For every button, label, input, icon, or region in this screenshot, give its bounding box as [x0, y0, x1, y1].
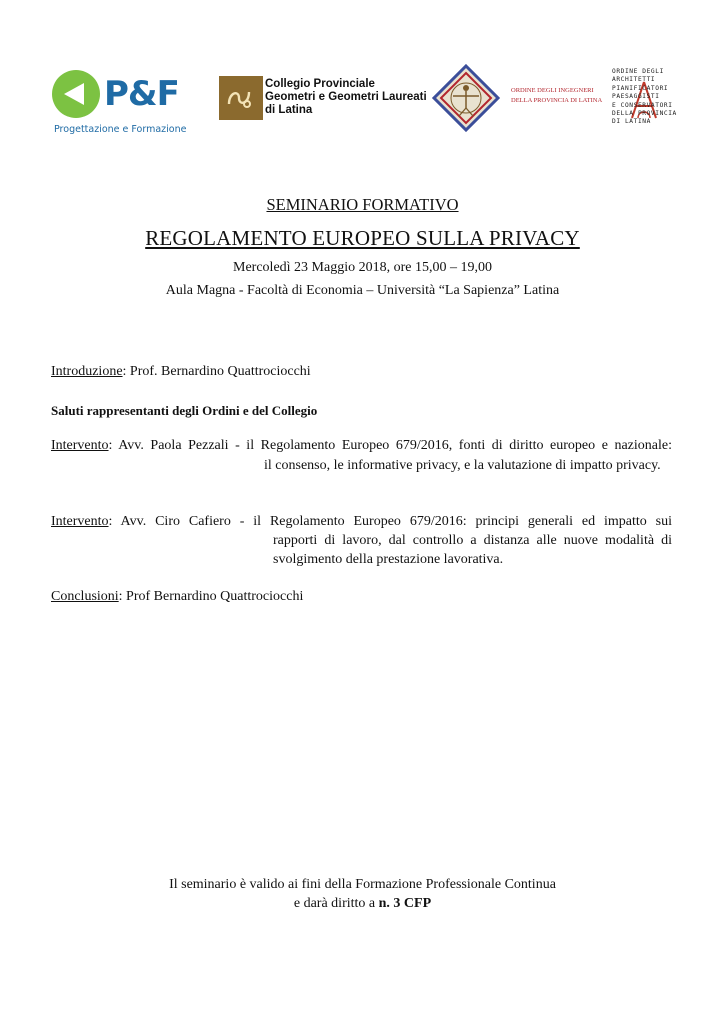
play-triangle-icon — [64, 83, 84, 105]
architetti-line-1: ORDINE DEGLI — [612, 68, 664, 75]
collegio-geometri-logo — [219, 76, 427, 122]
collegio-name — [265, 78, 427, 117]
intervento-2-first-line: : Avv. Ciro Cafiero - il Regolamento Europeo 679/2016: principi generali ed impatto sui — [108, 514, 672, 529]
ordine-architetti-logo — [612, 68, 682, 132]
footer-line-2-text: e darà diritto a — [293, 896, 379, 911]
seminar-date: Mercoledì 23 Maggio 2018, ore 15,00 – 19,00 — [233, 260, 492, 275]
seminar-title: REGOLAMENTO EUROPEO SULLA PRIVACY — [145, 226, 580, 250]
intervento-1-continuation: il consenso, le informative privacy, e la valutazione di impatto privacy. — [264, 458, 661, 473]
architetti-line-2: ARCHITETTI — [612, 76, 656, 84]
collegio-line-2: Geometri e Geometri Laureati — [265, 91, 427, 103]
intervento-2-label: Intervento — [51, 514, 109, 529]
pf-logo-tagline: Progettazione e Formazione — [54, 124, 187, 135]
ingegneri-line-2: DELLA PROVINCIA DI LATINA — [511, 97, 603, 104]
intervento-1-first-line: : Avv. Paola Pezzali - il Regolamento Europeo 679/2016, fonti di diritto europeo e nazionale: — [108, 438, 672, 453]
conclusioni-label: Conclusioni — [51, 589, 119, 604]
cfp-credits: n. 3 CFP — [378, 896, 432, 911]
ordine-ingegneri-logo — [432, 64, 602, 134]
conclusioni-text: : Prof Bernardino Quattrociocchi — [118, 589, 304, 604]
intervento-1-label: Intervento — [51, 438, 109, 453]
architetti-line-3: PIANIFICATORI — [612, 84, 669, 92]
program-conclusioni — [51, 587, 672, 606]
ingegneri-name — [511, 86, 602, 106]
saluti-text: Saluti rappresentanti degli Ordini e del Collegio — [51, 403, 318, 418]
architetti-line-5: E CONSERVATORI — [612, 101, 673, 109]
architetti-line-6: DELLA PROVINCIA — [612, 110, 677, 118]
program-intervento-1 — [51, 436, 672, 455]
program-saluti — [51, 401, 672, 420]
intervento-2-continuation: rapporti di lavoro, dal controllo a distanza alle nuove modalità di svolgimento della prestazione lavorativa. — [273, 533, 672, 567]
pf-logo-name: P&F — [104, 74, 179, 114]
ingegneri-line-1: ORDINE DEGLI INGEGNERI — [511, 87, 594, 94]
intro-text: : Prof. Bernardino Quattrociocchi — [122, 364, 311, 379]
seminar-venue: Aula Magna - Facoltà di Economia – Università “La Sapienza” Latina — [165, 283, 560, 298]
pf-logo — [52, 70, 192, 140]
footer-line-1: Il seminario è valido ai fini della Formazione Professionale Continua — [169, 877, 556, 892]
logo-bar — [0, 66, 725, 146]
program-intervento-2 — [51, 512, 672, 531]
collegio-line-3: di Latina — [265, 104, 313, 116]
collegio-line-1: Collegio Provinciale — [265, 78, 375, 90]
collegio-emblem-icon — [219, 76, 263, 120]
program-intro — [51, 362, 672, 381]
vitruvian-seal-icon — [432, 64, 500, 132]
architetti-name — [612, 68, 677, 127]
architetti-line-4: PAESAGGISTI — [612, 93, 660, 101]
seminar-kicker: SEMINARIO FORMATIVO — [266, 195, 459, 214]
intro-label: Introduzione — [51, 364, 123, 379]
architetti-line-7: DI LATINA — [612, 118, 651, 126]
footer-line-2 — [0, 894, 725, 913]
